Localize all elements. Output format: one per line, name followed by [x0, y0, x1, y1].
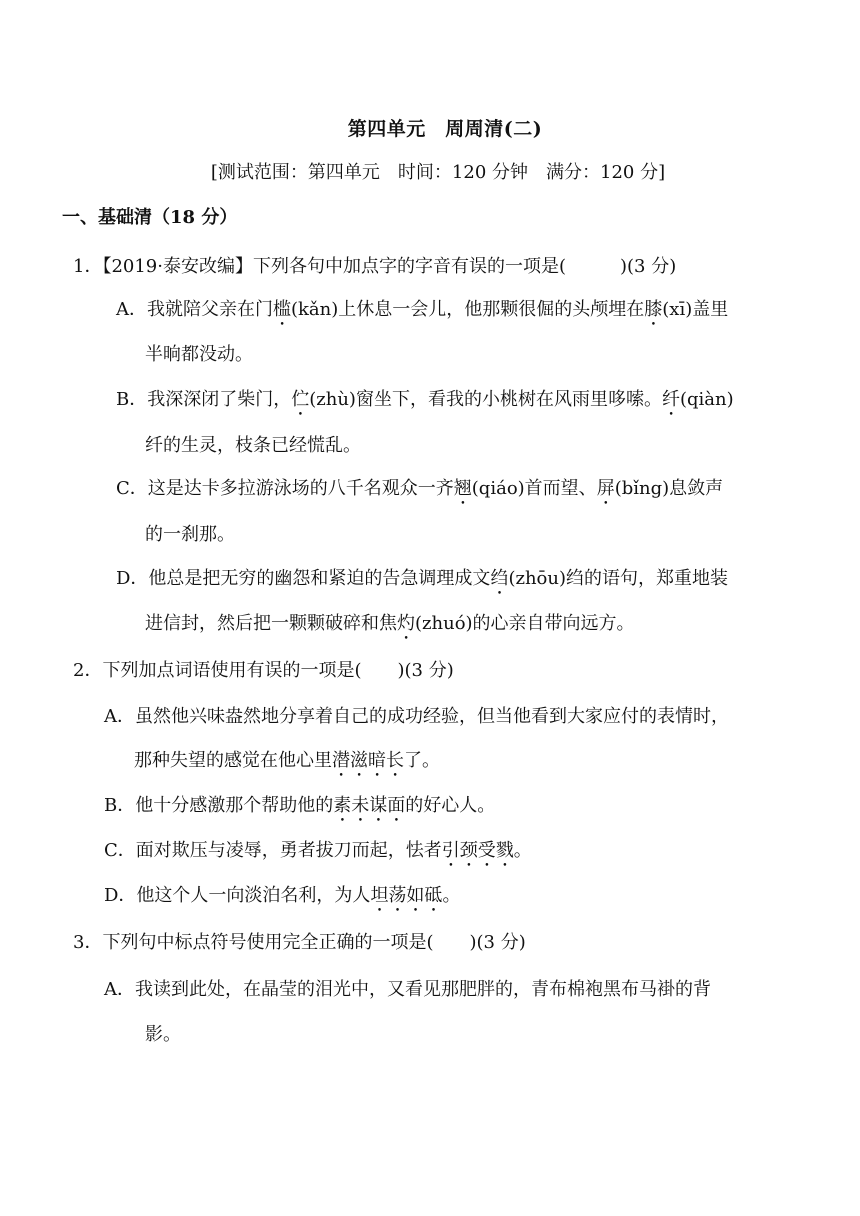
option-text: (zhōu)绉的语句，郑重地装 — [508, 568, 728, 589]
question-2-option-a-cont — [134, 746, 440, 781]
dotted-char: 膝 — [644, 299, 663, 320]
option-text: D．他这个人一向淡泊名利，为人 — [104, 885, 371, 906]
option-text: 。 — [513, 840, 532, 861]
dotted-char: 纤 — [661, 389, 680, 410]
dotted-char: 翘 — [453, 478, 472, 499]
question-2-option-d — [104, 881, 460, 916]
question-2-stem: 2．下列加点词语使用有误的一项是( )(3 分) — [73, 660, 454, 681]
question-3-stem: 3．下列句中标点符号使用完全正确的一项是( )(3 分) — [73, 932, 526, 953]
option-text: 那种失望的感觉在他心里 — [134, 750, 332, 771]
dotted-char: 灼 — [397, 613, 415, 634]
option-text: (zhù)窗坐下，看我的小桃树在风雨里哆嗦。 — [309, 389, 662, 410]
option-text: (xī)盖里 — [662, 299, 729, 320]
dotted-phrase: 潜滋暗长 — [332, 750, 404, 771]
dotted-char: 槛 — [273, 299, 291, 320]
question-1-option-a-cont: 半晌都没动。 — [145, 344, 253, 365]
question-1-option-d-cont — [145, 609, 635, 644]
option-text: D．他总是把无穷的幽怨和紧迫的告急调理成文 — [116, 568, 491, 589]
option-text: (bǐng)息敛声 — [614, 478, 724, 499]
question-1-option-d — [116, 564, 728, 599]
option-text: 的好心人。 — [405, 795, 496, 816]
option-text: 了。 — [404, 750, 440, 771]
section-heading: 一、基础清（18 分） — [62, 207, 238, 228]
dotted-phrase: 坦荡如砥 — [370, 885, 443, 906]
option-text: B．我深深闭了柴门， — [116, 389, 292, 410]
question-3-option-a: A．我读到此处，在晶莹的泪光中，又看见那肥胖的，青布棉袍黑布马褂的背 — [104, 979, 711, 1000]
question-1-option-b-cont: 纤的生灵，枝条已经慌乱。 — [145, 435, 361, 456]
question-1-option-c-cont: 的一刹那。 — [145, 524, 235, 545]
question-2-option-b — [104, 791, 495, 826]
option-text: (kǎn)上休息一会儿，他那颗很倔的头颅埋在 — [291, 299, 645, 320]
option-text: C．这是达卡多拉游泳场的八千名观众一齐 — [116, 478, 454, 499]
dotted-char: 伫 — [291, 389, 310, 410]
dotted-phrase: 引颈受戮 — [441, 840, 514, 861]
option-text: (qiáo)首而望、 — [471, 478, 597, 499]
dotted-char: 绉 — [490, 568, 509, 589]
option-text: 。 — [442, 885, 461, 906]
question-2-option-c — [104, 836, 532, 871]
question-1-stem: 1．【2019·泰安改编】下列各句中加点字的字音有误的一项是( )(3 分) — [73, 256, 677, 277]
dotted-char: 屏 — [596, 478, 615, 499]
option-text: C．面对欺压与凌辱，勇者拔刀而起，怯者 — [104, 840, 442, 861]
question-3-option-a-cont: 影。 — [145, 1024, 181, 1045]
question-1-option-b — [116, 385, 734, 420]
option-text: (zhuó)的心亲自带向远方。 — [415, 613, 635, 634]
option-text: B．他十分感激那个帮助他的 — [104, 795, 334, 816]
option-text: (qiàn) — [679, 389, 734, 410]
test-scope-line: [测试范围：第四单元 时间：120 分钟 满分：120 分] — [210, 162, 666, 183]
question-2-option-a: A．虽然他兴味盎然地分享着自己的成功经验，但当他看到大家应付的表情时， — [104, 706, 729, 727]
dotted-phrase: 素未谋面 — [333, 795, 406, 816]
question-1-option-a — [116, 295, 728, 330]
option-text: 进信封，然后把一颗颗破碎和焦 — [145, 613, 397, 634]
page-title: 第四单元 周周清(二) — [347, 118, 543, 140]
question-1-option-c — [116, 474, 723, 509]
option-text: A．我就陪父亲在门 — [116, 299, 273, 320]
